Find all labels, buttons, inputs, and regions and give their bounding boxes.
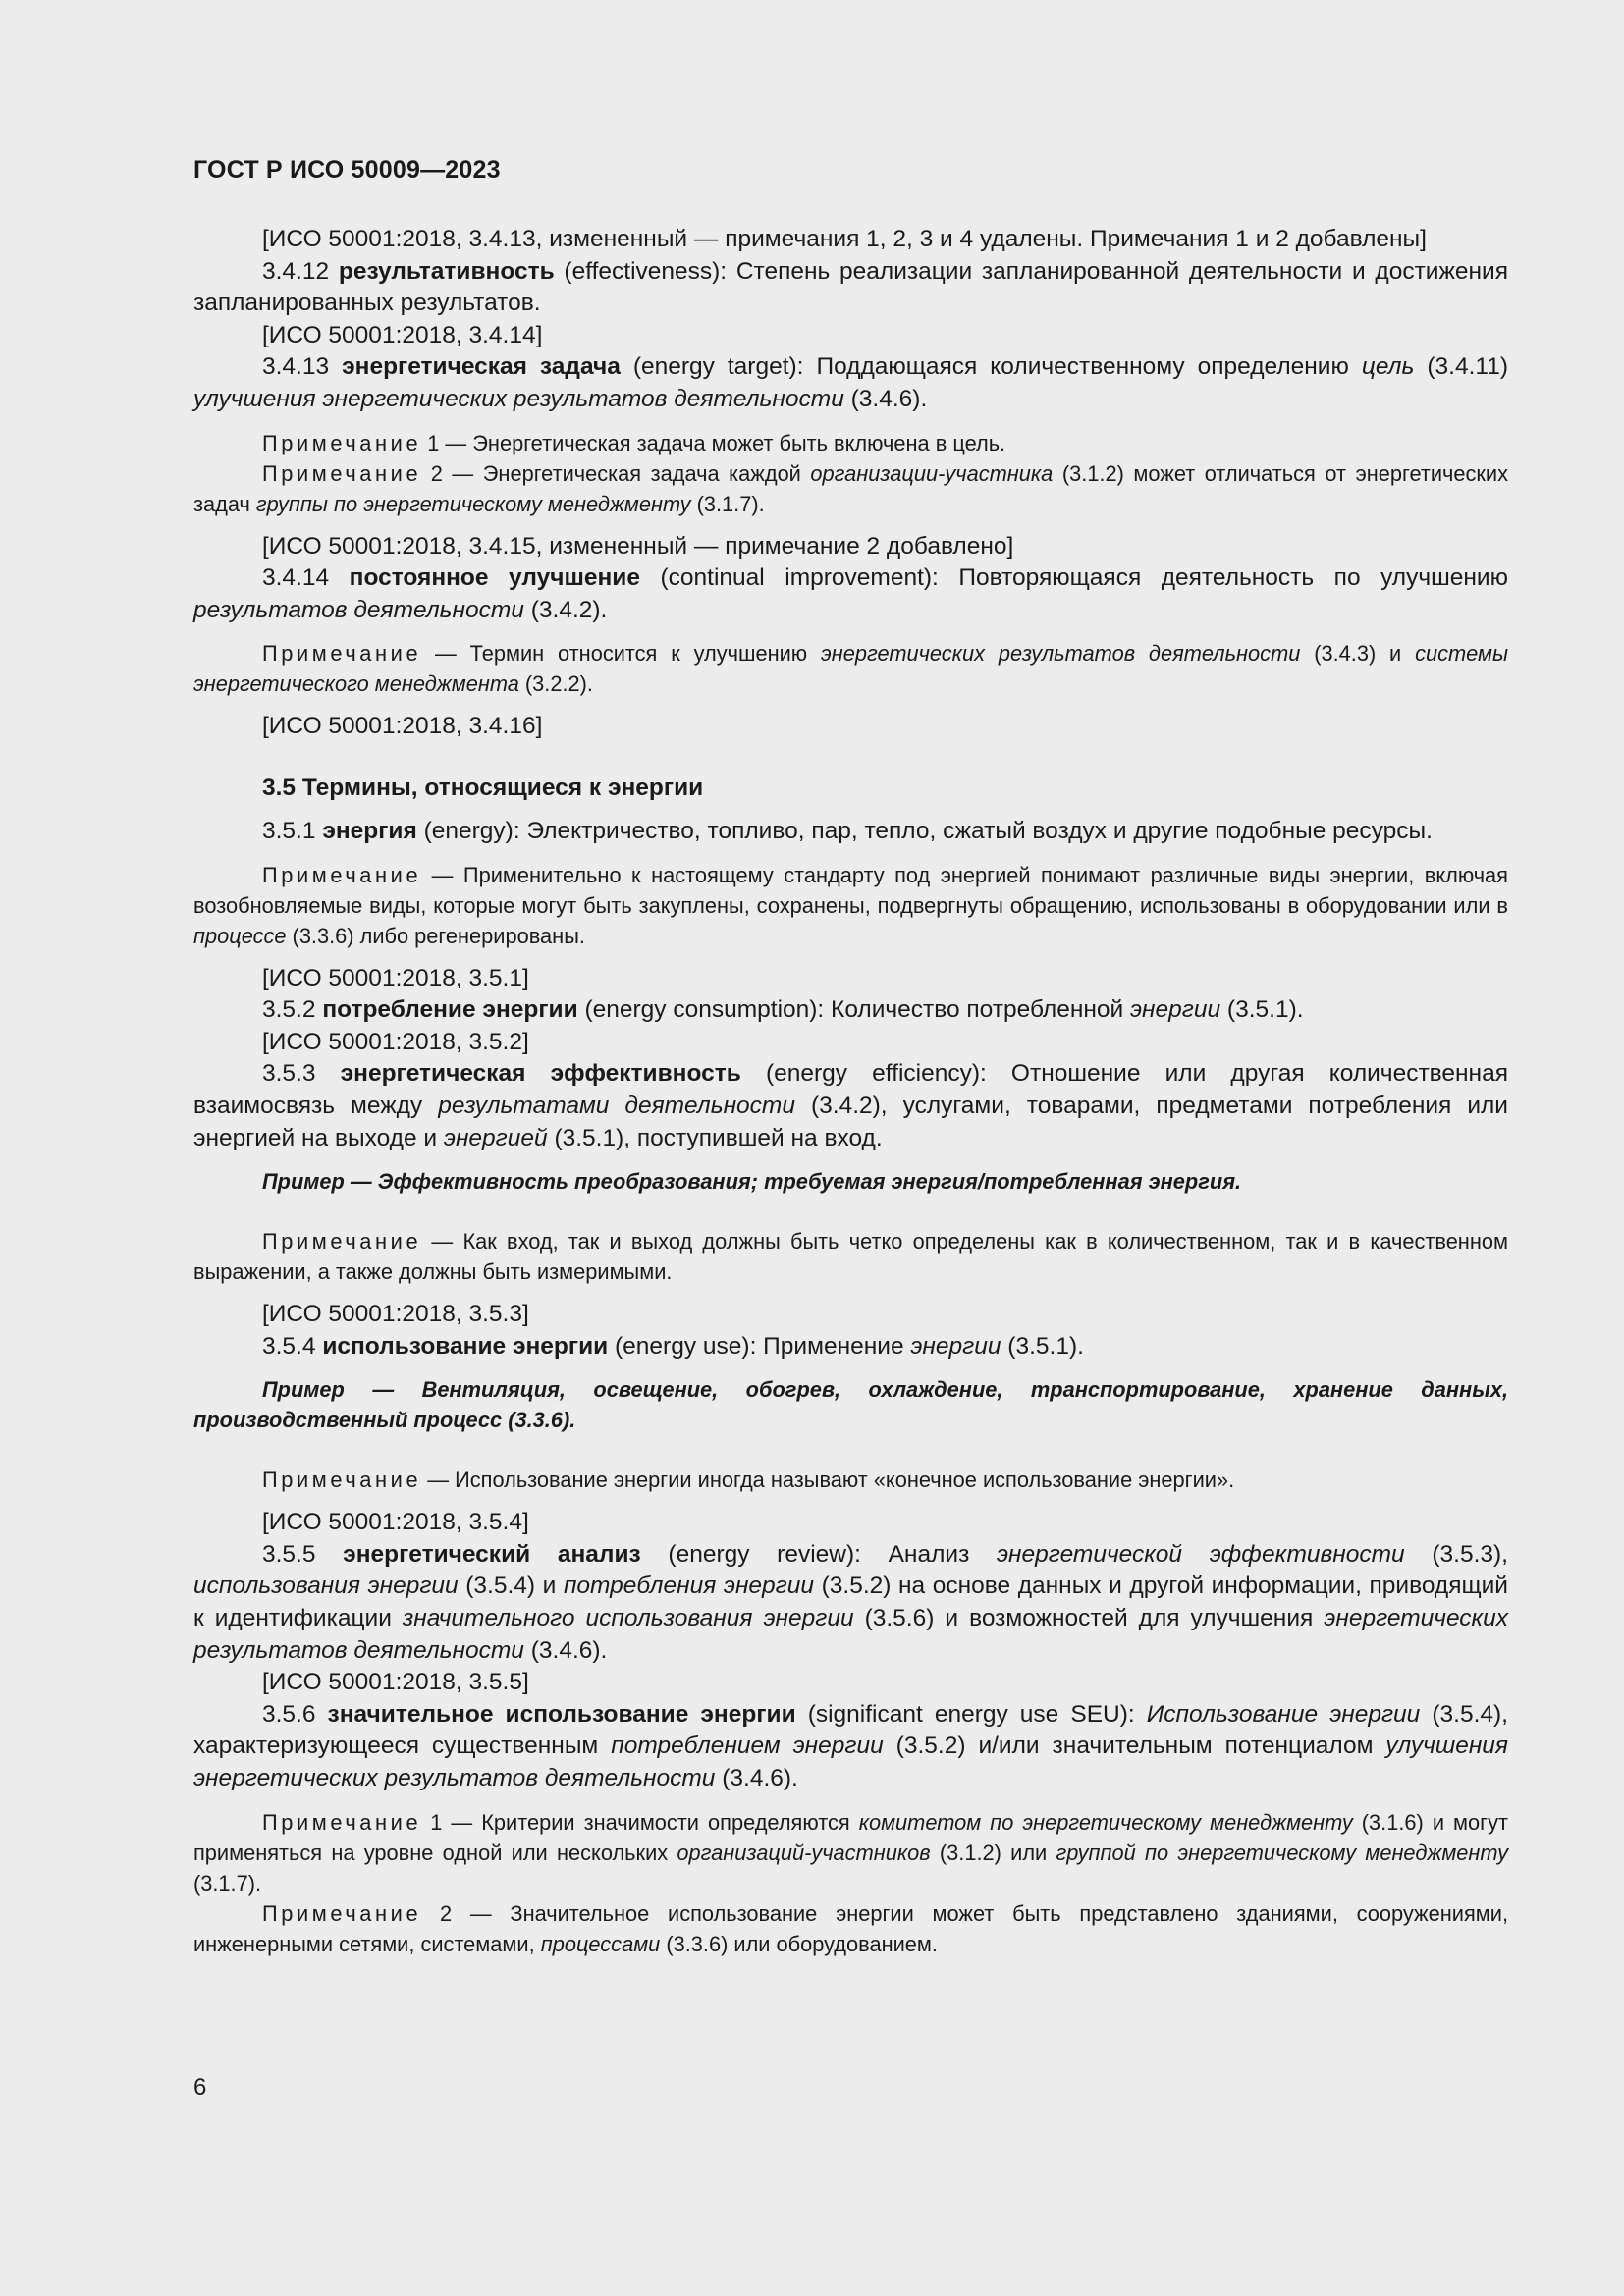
term-3-5-2: 3.5.2 потребление энергии (energy consumption): Количество потребленной энергии (3.5.1). xyxy=(262,996,1304,1024)
term-3-4-12: 3.4.12 результативность (effectiveness): Степень реализации запланированной деятельности и достижения запланированных результатов. xyxy=(193,257,1508,317)
example-3-5-4: Пример — Вентиляция, освещение, обогрев, охлаждение, транспортирование, хранение данных, производственный процесс (3.3.6). xyxy=(193,1377,1508,1433)
page-header: ГОСТ Р ИСО 50009—2023 xyxy=(193,156,501,184)
note-3-4-13-1: Примечание 1 — Энергетическая задача может быть включена в цель. xyxy=(262,430,1006,455)
term-3-5-3: 3.5.3 энергетическая эффективность (energy efficiency): Отношение или другая количественная взаимосвязь между результатами деятельности (3.4.2), услугами, товарами, предметами потребления или энергией на выходе и энергией (3.5.1), поступившей на вход. xyxy=(193,1060,1508,1151)
source-reference: [ИСО 50001:2018, 3.5.3] xyxy=(262,1301,529,1328)
term-3-5-4: 3.5.4 использование энергии (energy use): Применение энергии (3.5.1). xyxy=(262,1332,1084,1360)
note-3-5-4: Примечание — Использование энергии иногда называют «конечное использование энергии». xyxy=(262,1468,1235,1493)
term-3-5-5: 3.5.5 энергетический анализ (energy review): Анализ энергетической эффективности (3.5.3), использования энергии (3.5.4) и потребления энергии (3.5.2) на основе данных и другой информации, приводящий к идентификации значительного использования энергии (3.5.6) и возможностей для улучшения энергетических результатов деятельности (3.4.6). xyxy=(193,1540,1508,1664)
note-3-5-3: Примечание — Как вход, так и выход должны быть четко определены как в количественном, так и в качественном выражении, а также должны быть измеримыми. xyxy=(193,1229,1508,1285)
example-3-5-3: Пример — Эффективность преобразования; требуемая энергия/потребленная энергия. xyxy=(262,1169,1242,1195)
source-reference: [ИСО 50001:2018, 3.4.14] xyxy=(262,321,543,348)
note-3-5-6-1: Примечание 1 — Критерии значимости определяются комитетом по энергетическому менеджменту (3.1.6) и могут применяться на уровне одной или нескольких организаций-участников (3.1.2) или группой по энергетическому менеджменту (3.1.7). xyxy=(193,1809,1508,1896)
term-3-4-14: 3.4.14 постоянное улучшение (continual improvement): Повторяющаяся деятельность по улучшению результатов деятельности (3.4.2). xyxy=(193,564,1508,623)
source-reference: [ИСО 50001:2018, 3.5.5] xyxy=(262,1669,529,1696)
section-title-3-5: 3.5 Термины, относящиеся к энергии xyxy=(262,774,704,801)
note-3-5-1: Примечание — Применительно к настоящему стандарту под энергией понимают различные виды энергии, включая возобновляемые виды, которые могут быть закуплены, сохранены, подвергнуты обращению, использованы в оборудовании или в процессе (3.3.6) либо регенерированы. xyxy=(193,862,1508,948)
source-reference: [ИСО 50001:2018, 3.5.2] xyxy=(262,1028,529,1055)
source-reference: [ИСО 50001:2018, 3.4.15, измененный — примечание 2 добавлено] xyxy=(262,532,1014,560)
term-3-4-13: 3.4.13 энергетическая задача (energy target): Поддающаяся количественному определению цель (3.4.11) улучшения энергетических результатов деятельности (3.4.6). xyxy=(193,353,1508,412)
term-3-5-1: 3.5.1 энергия (energy): Электричество, топливо, пар, тепло, сжатый воздух и другие подобные ресурсы. xyxy=(262,817,1433,844)
note-3-4-13-2: Примечание 2 — Энергетическая задача каждой организации-участника (3.1.2) может отличаться от энергетических задач группы по энергетическому менеджменту (3.1.7). xyxy=(193,460,1509,516)
page-number: 6 xyxy=(193,2074,207,2101)
note-3-4-14: Примечание — Термин относится к улучшению энергетических результатов деятельности (3.4.3) и системы энергетического менеджмента (3.2.2). xyxy=(193,641,1509,697)
term-3-5-6: 3.5.6 значительное использование энергии (significant energy use SEU): Использование энергии (3.5.4), характеризующееся существенным потреблением энергии (3.5.2) и/или значительным потенциалом улучшения энергетических результатов деятельности (3.4.6). xyxy=(193,1700,1509,1792)
source-reference: [ИСО 50001:2018, 3.4.13, измененный — примечания 1, 2, 3 и 4 удалены. Примечания 1 и 2 добавлены] xyxy=(262,226,1427,252)
source-reference: [ИСО 50001:2018, 3.5.4] xyxy=(262,1509,529,1536)
source-reference: [ИСО 50001:2018, 3.5.1] xyxy=(262,964,529,991)
source-reference: [ИСО 50001:2018, 3.4.16] xyxy=(262,713,543,740)
note-3-5-6-2: Примечание 2 — Значительное использование энергии может быть представлено зданиями, сооружениями, инженерными сетями, системами, процессами (3.3.6) или оборудованием. xyxy=(193,1900,1508,1956)
